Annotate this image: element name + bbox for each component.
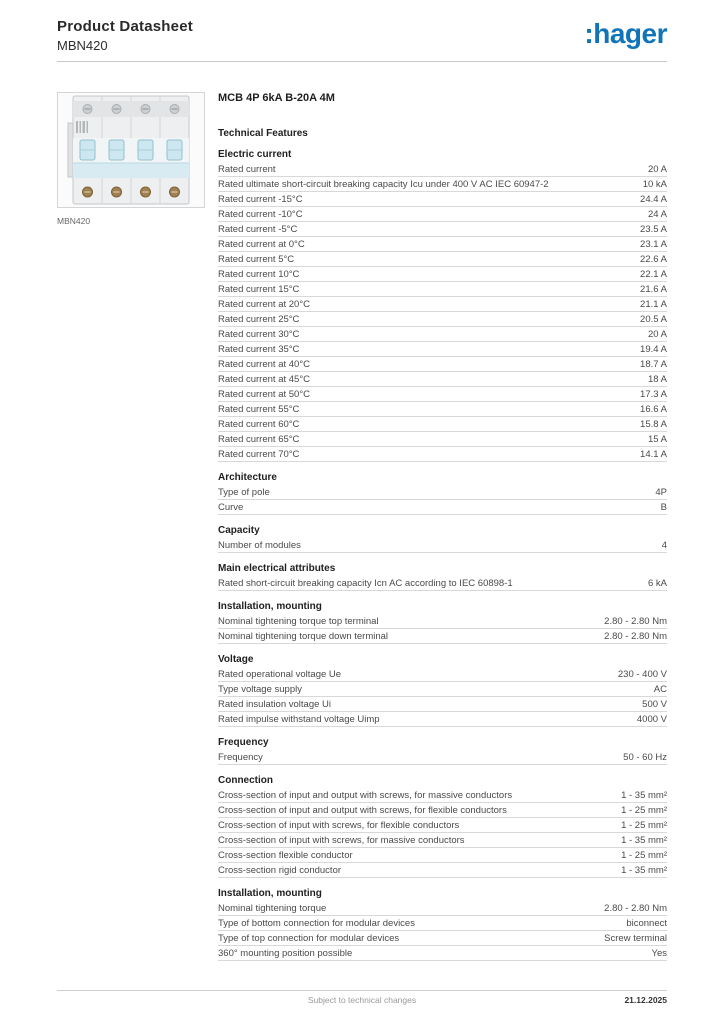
spec-value: 21.1 A [640, 298, 667, 310]
spec-label: Rated current -5°C [218, 223, 298, 235]
spec-row [218, 803, 667, 818]
spec-label: Rated current at 45°C [218, 373, 310, 385]
footer-note: Subject to technical changes [307, 995, 417, 1005]
spec-row [218, 252, 667, 267]
section-title: Capacity [218, 525, 260, 536]
spec-value: 17.3 A [640, 388, 667, 400]
spec-label: Rated current -10°C [218, 208, 303, 220]
spec-value: 2.80 - 2.80 Nm [604, 902, 667, 914]
spec-label: Rated current 65°C [218, 433, 300, 445]
spec-row [218, 282, 667, 297]
section-title: Architecture [218, 472, 277, 483]
spec-value: 1 - 35 mm² [621, 864, 667, 876]
spec-row [218, 629, 667, 644]
spec-label: Rated current at 50°C [218, 388, 310, 400]
section-title: Frequency [218, 737, 269, 748]
spec-label: Rated current 35°C [218, 343, 300, 355]
spec-label: Curve [218, 501, 244, 513]
product-image-caption: MBN420 [57, 216, 91, 226]
product-image-column [57, 92, 205, 226]
spec-row [218, 447, 667, 462]
spec-label: Rated current 5°C [218, 253, 295, 265]
spec-value: 19.4 A [640, 343, 667, 355]
spec-value: 10 kA [642, 178, 667, 190]
spec-row [218, 162, 667, 177]
spec-label: Cross-section of input with screws, for massive conductors [218, 834, 465, 846]
spec-value: AC [653, 683, 667, 695]
spec-value: 23.5 A [640, 223, 667, 235]
spec-row [218, 946, 667, 961]
document-model: MBN420 [57, 38, 108, 53]
spec-row [218, 312, 667, 327]
section-title: Installation, mounting [218, 888, 322, 899]
spec-row [218, 267, 667, 282]
spec-row [218, 576, 667, 591]
spec-value: 15.8 A [640, 418, 667, 430]
spec-row [218, 357, 667, 372]
spec-value: 22.1 A [640, 268, 667, 280]
spec-row [218, 712, 667, 727]
spec-row [218, 372, 667, 387]
section-title: Main electrical attributes [218, 563, 336, 574]
spec-value: 22.6 A [640, 253, 667, 265]
spec-value: 4P [655, 486, 667, 498]
spec-label: Cross-section of input and output with screws, for flexible conductors [218, 804, 507, 816]
spec-label: Rated current at 40°C [218, 358, 310, 370]
spec-value: 2.80 - 2.80 Nm [604, 615, 667, 627]
spec-row [218, 697, 667, 712]
spec-row [218, 207, 667, 222]
spec-label: Rated current at 0°C [218, 238, 305, 250]
section-title: Connection [218, 775, 273, 786]
spec-value: 18 A [647, 373, 667, 385]
spec-label: Rated current 25°C [218, 313, 300, 325]
mcb-product-image [58, 93, 204, 207]
footer-date: 21.12.2025 [624, 995, 667, 1005]
spec-row [218, 916, 667, 931]
spec-row [218, 222, 667, 237]
spec-label: Rated current 70°C [218, 448, 300, 460]
spec-label: Rated insulation voltage Ui [218, 698, 332, 710]
product-image-frame [57, 92, 205, 208]
spec-value: 50 - 60 Hz [623, 751, 667, 763]
spec-row [218, 342, 667, 357]
header-divider [57, 61, 667, 62]
spec-label: Type voltage supply [218, 683, 302, 695]
spec-label: Frequency [218, 751, 263, 763]
section-title: Electric current [218, 149, 292, 160]
spec-label: Rated current 55°C [218, 403, 300, 415]
document-title: Product Datasheet [57, 18, 193, 35]
spec-label: Nominal tightening torque [218, 902, 327, 914]
spec-label: Nominal tightening torque down terminal [218, 630, 389, 642]
spec-row [218, 500, 667, 515]
footer-divider [57, 990, 667, 991]
spec-row [218, 538, 667, 553]
spec-label: Cross-section flexible conductor [218, 849, 353, 861]
spec-row [218, 432, 667, 447]
spec-label: Rated ultimate short-circuit breaking capacity Icu under 400 V AC IEC 60947-2 [218, 178, 549, 190]
spec-label: Type of top connection for modular devices [218, 932, 400, 944]
spec-value: 23.1 A [640, 238, 667, 250]
spec-row [218, 485, 667, 500]
product-title: MCB 4P 6kA B-20A 4M [218, 92, 335, 104]
spec-value: 230 - 400 V [617, 668, 667, 680]
section-title: Voltage [218, 654, 254, 665]
spec-value: 500 V [642, 698, 667, 710]
spec-row [218, 327, 667, 342]
spec-value: B [660, 501, 667, 513]
spec-label: Rated current 15°C [218, 283, 300, 295]
spec-row [218, 237, 667, 252]
spec-value: 18.7 A [640, 358, 667, 370]
spec-row [218, 833, 667, 848]
spec-row [218, 402, 667, 417]
spec-row [218, 818, 667, 833]
spec-row [218, 901, 667, 916]
specs-column [218, 92, 667, 961]
spec-row [218, 177, 667, 192]
spec-value: 1 - 25 mm² [621, 804, 667, 816]
spec-value: 16.6 A [640, 403, 667, 415]
spec-label: 360° mounting position possible [218, 947, 353, 959]
spec-label: Rated current [218, 163, 276, 175]
spec-sections [218, 149, 667, 961]
spec-label: Cross-section of input with screws, for flexible conductors [218, 819, 460, 831]
spec-label: Rated impulse withstand voltage Uimp [218, 713, 380, 725]
header-titles [57, 18, 193, 53]
spec-label: Rated current -15°C [218, 193, 303, 205]
spec-label: Rated current at 20°C [218, 298, 310, 310]
spec-value: biconnect [626, 917, 667, 929]
spec-value: Screw terminal [604, 932, 667, 944]
spec-value: 24.4 A [640, 193, 667, 205]
spec-value: 20 A [647, 328, 667, 340]
spec-label: Type of pole [218, 486, 270, 498]
spec-row [218, 848, 667, 863]
spec-value: 1 - 25 mm² [621, 819, 667, 831]
spec-value: 21.6 A [640, 283, 667, 295]
spec-label: Nominal tightening torque top terminal [218, 615, 379, 627]
spec-label: Rated short-circuit breaking capacity Icn AC according to IEC 60898-1 [218, 577, 513, 589]
spec-label: Rated current 60°C [218, 418, 300, 430]
spec-label: Cross-section rigid conductor [218, 864, 342, 876]
spec-value: 20 A [647, 163, 667, 175]
spec-row [218, 682, 667, 697]
hager-logo: :hager [584, 18, 667, 49]
spec-value: 4 [661, 539, 667, 551]
spec-value: 1 - 35 mm² [621, 834, 667, 846]
spec-row [218, 387, 667, 402]
spec-value: 4000 V [636, 713, 667, 725]
spec-row [218, 297, 667, 312]
spec-row [218, 863, 667, 878]
spec-label: Type of bottom connection for modular devices [218, 917, 415, 929]
spec-label: Number of modules [218, 539, 301, 551]
spec-value: 15 A [647, 433, 667, 445]
spec-row [218, 750, 667, 765]
spec-value: 1 - 35 mm² [621, 789, 667, 801]
spec-label: Cross-section of input and output with screws, for massive conductors [218, 789, 513, 801]
header [57, 18, 667, 53]
spec-value: 6 kA [647, 577, 667, 589]
spec-label: Rated current 30°C [218, 328, 300, 340]
spec-value: Yes [651, 947, 667, 959]
spec-row [218, 667, 667, 682]
spec-row [218, 788, 667, 803]
spec-value: 24 A [647, 208, 667, 220]
spec-label: Rated operational voltage Ue [218, 668, 342, 680]
spec-row [218, 192, 667, 207]
technical-features-heading: Technical Features [218, 128, 308, 139]
spec-label: Rated current 10°C [218, 268, 300, 280]
spec-value: 1 - 25 mm² [621, 849, 667, 861]
spec-row [218, 614, 667, 629]
spec-row [218, 417, 667, 432]
section-title: Installation, mounting [218, 601, 322, 612]
spec-value: 14.1 A [640, 448, 667, 460]
spec-value: 20.5 A [640, 313, 667, 325]
spec-value: 2.80 - 2.80 Nm [604, 630, 667, 642]
spec-row [218, 931, 667, 946]
